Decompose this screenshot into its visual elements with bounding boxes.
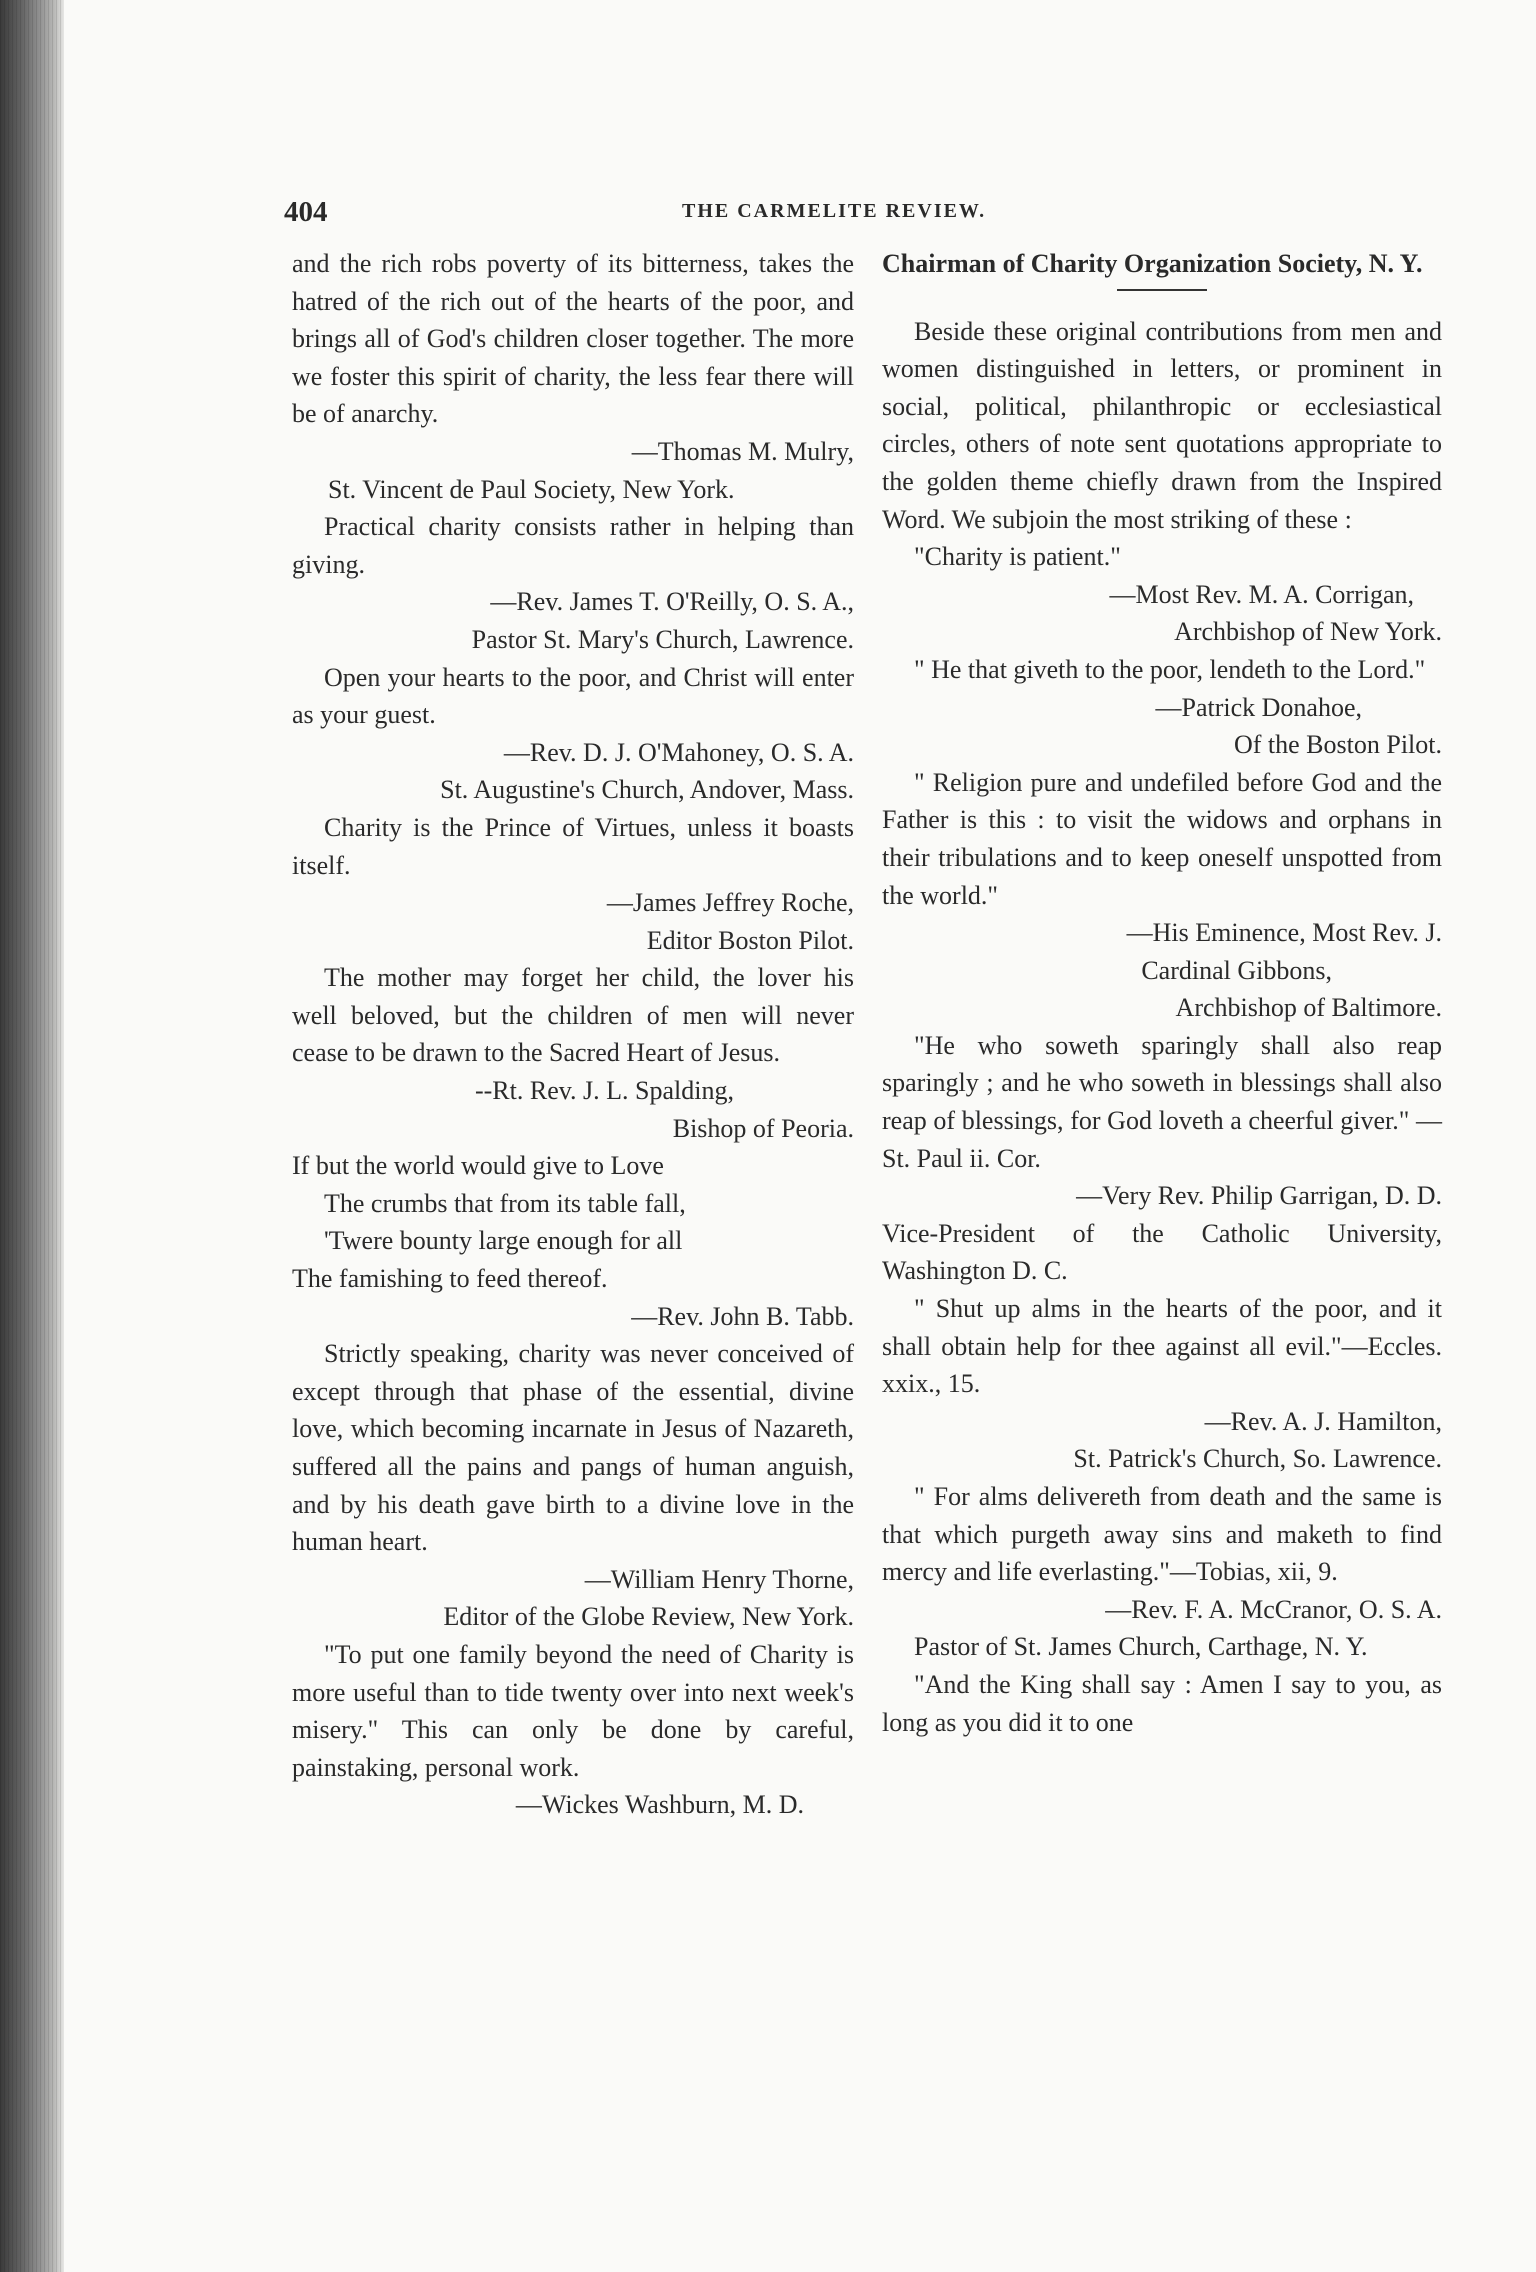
- attribution-affiliation: Editor Boston Pilot.: [646, 925, 854, 955]
- poem-line: If but the world would give to Love: [292, 1151, 664, 1181]
- attribution-affiliation: St. Patrick's Church, So. Lawrence.: [1073, 1444, 1442, 1474]
- poem: [292, 1147, 854, 1297]
- attribution-affiliation: Editor of the Globe Review, New York.: [443, 1602, 854, 1632]
- attribution: —Rev. D. J. O'Mahoney, O. S. A.: [503, 737, 854, 767]
- attribution-affiliation: Of the Boston Pilot.: [1233, 730, 1442, 760]
- quotation: "Charity is patient.": [914, 542, 1121, 572]
- poem-line: The famishing to feed thereof.: [292, 1264, 608, 1294]
- right-column: [882, 245, 1442, 1741]
- poem-line: The crumbs that from its table fall,: [324, 1188, 686, 1218]
- attribution-affiliation: St. Augustine's Church, Andover, Mass.: [440, 775, 854, 805]
- quotation: " He that giveth to the poor, lendeth to the Lord.": [914, 654, 1426, 684]
- attribution: —Rev. F. A. McCranor, O. S. A.: [1105, 1594, 1442, 1624]
- paragraph: Charity is the Prince of Virtues, unless it boasts itself.: [292, 812, 854, 880]
- attribution: —Thomas M. Mulry,: [631, 436, 854, 466]
- running-head: THE CARMELITE REVIEW.: [682, 200, 987, 222]
- attribution-affiliation: Bishop of Peoria.: [672, 1113, 854, 1143]
- attribution: —Very Rev. Philip Garrigan, D. D.: [1076, 1181, 1442, 1211]
- attribution: —James Jeffrey Roche,: [606, 888, 854, 918]
- quotation: " Shut up alms in the hearts of the poor, and it shall obtain help for thee against all evil."—Eccles. xxix., 15.: [882, 1294, 1442, 1399]
- attribution-affiliation: Archbishop of New York.: [1174, 617, 1442, 647]
- attribution-affiliation: [292, 471, 854, 509]
- attribution-affiliation: Cardinal Gibbons,: [1141, 955, 1332, 985]
- attribution-affiliation: Pastor of St. James Church, Carthage, N. Y.: [914, 1632, 1368, 1662]
- quotation: " For alms delivereth from death and the same is that which purgeth away sins and maketh to find mercy and life everlasting."—Tobias, xii, 9.: [882, 1482, 1442, 1587]
- attribution-affiliation-text: St. Vincent de Paul Society, New York.: [328, 474, 735, 504]
- paragraph: Open your hearts to the poor, and Christ will enter as your guest.: [292, 662, 854, 730]
- poem-line: 'Twere bounty large enough for all: [324, 1226, 683, 1256]
- attribution-affiliation: Chairman of Charity Organization Society, N. Y.: [882, 249, 1423, 278]
- paragraph: "To put one family beyond the need of Charity is more useful than to tide twenty over into next week's misery." This can only be done by careful, painstaking, personal work.: [292, 1639, 854, 1782]
- attribution: —Wickes Washburn, M. D.: [515, 1790, 804, 1820]
- attribution-affiliation: Vice-President of the Catholic University, Washington D. C.: [882, 1218, 1442, 1286]
- quotation: " Religion pure and undefiled before God and the Father is this : to visit the widows and orphans in their tribulations and to keep oneself unspotted from the world.": [882, 767, 1442, 910]
- attribution: —William Henry Thorne,: [584, 1564, 854, 1594]
- attribution: —His Eminence, Most Rev. J.: [1126, 918, 1442, 948]
- paragraph: Beside these original contributions from men and women distinguished in letters, or prominent in social, political, philanthropic or ecclesiastical circles, others of note sent quotations appropriate to the golden theme chiefly drawn from the Inspired Word. We subjoin the most striking of these :: [882, 316, 1442, 534]
- page-number: 404: [284, 196, 328, 228]
- quotation: "And the King shall say : Amen I say to you, as long as you did it to one: [882, 1669, 1442, 1737]
- attribution: —Rev. James T. O'Reilly, O. S. A.,: [490, 587, 854, 617]
- page-edges: [0, 0, 64, 2272]
- quotation: "He who soweth sparingly shall also reap sparingly ; and he who soweth in blessings shall also reap of blessings, for God loveth a cheerful giver." —St. Paul ii. Cor.: [882, 1030, 1442, 1173]
- left-column: [292, 245, 854, 1824]
- attribution: —Patrick Donahoe,: [1155, 692, 1362, 722]
- attribution: —Rev. John B. Tabb.: [631, 1301, 854, 1331]
- paragraph: and the rich robs poverty of its bitterness, takes the hatred of the rich out of the hearts of the poor, and brings all of God's children closer together. The more we foster this spirit of charity, the less fear there will be of anarchy.: [292, 249, 854, 429]
- attribution: --Rt. Rev. J. L. Spalding,: [474, 1076, 734, 1106]
- attribution-affiliation: Archbishop of Baltimore.: [1175, 993, 1442, 1023]
- attribution: —Most Rev. M. A. Corrigan,: [1109, 579, 1414, 609]
- attribution: —Rev. A. J. Hamilton,: [1204, 1406, 1442, 1436]
- paragraph: The mother may forget her child, the lover his well beloved, but the children of men will never cease to be drawn to the Sacred Heart of Jesus.: [292, 963, 854, 1068]
- paragraph: Practical charity consists rather in helping than giving.: [292, 512, 854, 579]
- section-divider: [1117, 289, 1207, 291]
- paragraph: Strictly speaking, charity was never conceived of except through that phase of the essential, divine love, which becoming incarnate in Jesus of Nazareth, suffered all the pains and pangs of human anguish, and by his death gave birth to a divine love in the human heart.: [292, 1339, 854, 1557]
- book-page: [64, 0, 1536, 2272]
- attribution-affiliation: Pastor St. Mary's Church, Lawrence.: [471, 624, 854, 654]
